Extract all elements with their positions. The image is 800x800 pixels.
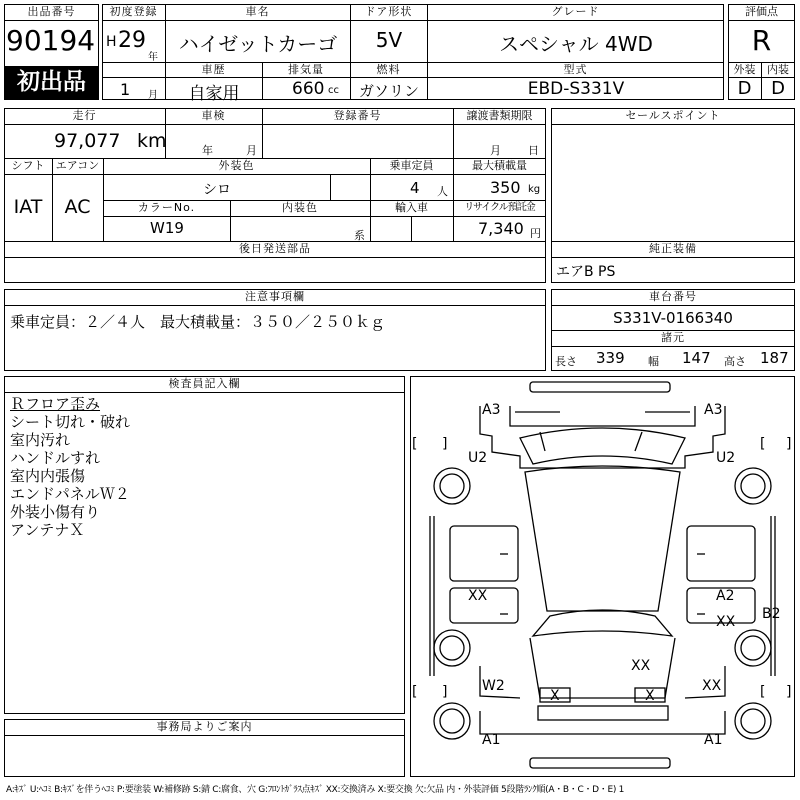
- reg-era: H: [106, 34, 117, 50]
- inspection-label: 車検: [201, 109, 226, 122]
- inspector-label: 検査員記入欄: [168, 377, 241, 390]
- score: R: [751, 24, 772, 57]
- exterior-label: 外装: [733, 63, 756, 76]
- reg-year: 29: [118, 28, 146, 53]
- inspector-line: 室内内張傷: [10, 467, 86, 485]
- inspector-lines: [10, 395, 130, 539]
- color-no: W19: [150, 219, 184, 237]
- inspector-line: シート切れ・破れ: [10, 413, 131, 431]
- ac-label: エアコン: [55, 159, 100, 172]
- damage-mark: A3: [482, 402, 501, 418]
- grade: スペシャル 4WD: [499, 32, 653, 56]
- damage-mark: U2: [716, 450, 736, 466]
- svg-text:[: [: [412, 684, 418, 700]
- fuel-label: 燃料: [376, 63, 401, 76]
- later-parts-label: 後日発送部品: [239, 242, 311, 255]
- damage-mark: XX: [716, 614, 736, 630]
- inspector-line: Ｒフロア歪み: [10, 395, 101, 413]
- max-load-label: 最大積載量: [472, 159, 527, 172]
- damage-mark: B2: [762, 606, 781, 622]
- history: 自家用: [188, 84, 240, 104]
- max-load: 350: [490, 178, 521, 197]
- first-reg-label: 初度登録: [109, 5, 158, 18]
- listing-number: 90194: [6, 24, 96, 57]
- inspector-line: アンテナＸ: [10, 521, 85, 539]
- score-label: 評価点: [745, 5, 778, 18]
- reg-number-label: 登録番号: [333, 109, 382, 122]
- svg-text:[: [: [760, 436, 766, 452]
- svg-text:]: ]: [442, 436, 448, 452]
- fuel: ガソリン: [358, 82, 419, 100]
- recycle-fee: 7,340: [478, 219, 524, 238]
- listing-number-label: 出品番号: [27, 5, 76, 18]
- transfer-day-unit: 日: [528, 144, 539, 157]
- inspector-line: 外装小傷有り: [10, 503, 101, 521]
- displacement: 660: [292, 79, 325, 99]
- car-diagram-svg: [410, 376, 795, 777]
- damage-mark: XX: [702, 678, 722, 694]
- height-label: 高さ: [724, 355, 746, 368]
- door-type: 5V: [375, 28, 403, 52]
- legend: A:ｷｽﾞ U:ﾍｺﾐ B:ｷｽﾞを伴うﾍｺﾐ P:要塗装 W:補修跡 S:錆 C:腐食、穴 G:ﾌﾛﾝﾄｶﾞﾗｽ点ｷｽﾞ XX:交換済み X:要交換 欠:欠品 内・外装評価 5段階ﾗﾝｸ順(A・B・C・D・E) 1: [6, 785, 625, 795]
- int-color-label: 内装色: [282, 201, 318, 214]
- air-conditioner: AC: [64, 196, 91, 218]
- inspection-year-unit: 年: [202, 144, 213, 157]
- width: 147: [682, 349, 711, 367]
- transfer-label: 譲渡書類期限: [466, 109, 533, 122]
- reg-month: 1: [120, 80, 131, 99]
- height: 187: [760, 349, 789, 367]
- damage-mark: X: [645, 688, 655, 704]
- recycle-unit: 円: [530, 227, 541, 240]
- door-label: ドア形状: [364, 5, 413, 18]
- svg-text:[: [: [412, 436, 418, 452]
- color-no-label: カラーNo.: [137, 201, 196, 214]
- svg-text:]: ]: [442, 684, 448, 700]
- inspection-month-unit: 月: [246, 144, 257, 157]
- damage-mark: A3: [704, 402, 723, 418]
- reg-year-unit: 年: [148, 52, 158, 63]
- capacity-unit: 人: [437, 185, 448, 198]
- displacement-unit: cc: [328, 85, 339, 96]
- damage-mark: XX: [468, 588, 488, 604]
- exterior-score: D: [737, 78, 752, 99]
- transfer-month-unit: 月: [490, 144, 501, 157]
- model-code: EBD-S331V: [527, 79, 625, 99]
- length: 339: [596, 349, 625, 367]
- int-color-unit: 系: [354, 229, 365, 242]
- damage-mark: XX: [631, 658, 651, 674]
- damage-mark: W2: [482, 678, 505, 694]
- interior-label: 内装: [767, 63, 789, 76]
- model-label: 型式: [563, 63, 588, 76]
- mileage-value: 97,077: [54, 130, 121, 152]
- car-name: ハイゼットカーゴ: [178, 32, 338, 56]
- mileage-unit: km: [137, 130, 167, 152]
- genuine-equipment-label: 純正装備: [649, 242, 697, 255]
- dims-label: 諸元: [661, 331, 685, 344]
- svg-text:[: [: [760, 684, 766, 700]
- damage-mark: A1: [482, 732, 501, 748]
- displacement-label: 排気量: [288, 63, 324, 76]
- chassis-label: 車台番号: [649, 290, 697, 303]
- length-label: 長さ: [555, 355, 577, 368]
- ext-color-label: 外装色: [218, 159, 255, 172]
- grade-label: グレード: [551, 5, 600, 18]
- notes-label: 注意事項欄: [245, 290, 305, 303]
- interior-score: D: [771, 78, 785, 99]
- max-load-unit: kg: [528, 184, 541, 195]
- damage-mark: A2: [716, 588, 735, 604]
- mileage-label: 走行: [72, 109, 97, 122]
- inspector-line: エンドパネルＷ２: [10, 485, 130, 503]
- svg-text:]: ]: [786, 436, 792, 452]
- capacity: 4: [410, 179, 420, 197]
- import-label: 輸入車: [395, 201, 428, 214]
- damage-mark: A1: [704, 732, 723, 748]
- car-name-label: 車名: [245, 5, 270, 18]
- history-label: 車歴: [201, 63, 226, 76]
- shift-label: シフト: [11, 159, 45, 172]
- recycle-label: リサイクル預託金: [464, 202, 535, 213]
- chassis-number: S331V-0166340: [613, 309, 733, 327]
- capacity-label: 乗車定員: [389, 159, 434, 172]
- reg-month-unit: 月: [148, 90, 158, 101]
- ext-color: シロ: [203, 182, 231, 198]
- width-label: 幅: [648, 355, 659, 368]
- office-notice-label: 事務局よりご案内: [156, 720, 253, 733]
- shift: IAT: [13, 196, 43, 218]
- genuine-equipment: エアB PS: [556, 264, 616, 280]
- notes-text: 乗車定員：２／４人 最大積載量：３５０／２５０ｋｇ: [10, 313, 386, 331]
- inspector-line: ハンドルすれ: [10, 449, 101, 467]
- damage-mark: X: [550, 688, 560, 704]
- first-listing-badge: 初出品: [5, 66, 98, 99]
- damage-mark: U2: [468, 450, 488, 466]
- sales-point-label: セールスポイント: [625, 109, 721, 122]
- svg-text:]: ]: [786, 684, 792, 700]
- inspector-line: 室内汚れ: [10, 431, 71, 449]
